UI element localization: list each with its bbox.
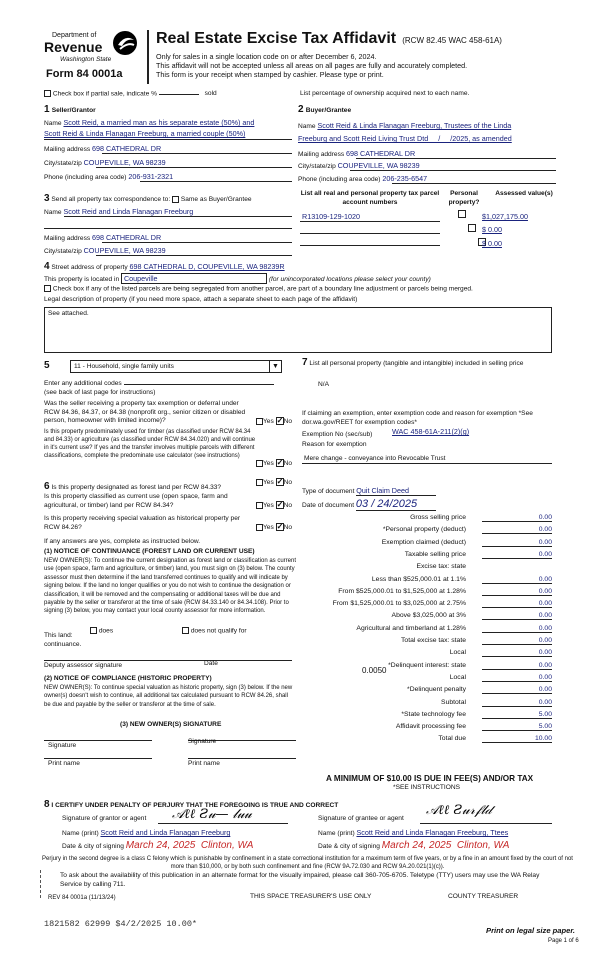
calc-label: Excise tax: state bbox=[416, 563, 466, 571]
does-label: does bbox=[98, 627, 114, 635]
parcel-value-1[interactable]: $1,027,175.00 bbox=[482, 212, 528, 221]
owner-sig-label-2: Signature bbox=[188, 738, 217, 745]
see-back-note: (see back of last page for instructions) bbox=[44, 389, 156, 396]
sec3-num: 3 bbox=[44, 193, 50, 204]
grantee-name[interactable]: Scott Reid and Linda Flanagan Freeburg, Ttees bbox=[356, 828, 509, 837]
local-rate: 0.0050 bbox=[362, 666, 387, 675]
current-yes-checkbox[interactable] bbox=[256, 502, 263, 509]
calc-label: Above $3,025,000 at 3% bbox=[391, 612, 466, 620]
grantee-signature[interactable]: 𝒜ℓℓ Ƨ𝓊𝓇𝒻𝓁𝒹 bbox=[426, 803, 492, 818]
header-sub1: Only for sales in a single location code on or after December 6, 2024. bbox=[156, 52, 377, 61]
calc-label: Affidavit processing fee bbox=[395, 723, 466, 731]
legal-description-field[interactable] bbox=[44, 307, 552, 353]
certify-text: I CERTIFY UNDER PENALTY OF PERJURY THAT THE FOREGOING IS TRUE AND CORRECT bbox=[51, 802, 339, 809]
calc-value[interactable]: 5.00 bbox=[482, 723, 552, 731]
doc-type-label: Type of document bbox=[302, 488, 355, 495]
legal-description: See attached. bbox=[48, 310, 89, 317]
deputy-date-label: Date bbox=[204, 660, 218, 667]
calc-label: *Delinquent interest: state bbox=[388, 661, 466, 669]
timber-no-checkbox[interactable]: ✓ bbox=[276, 458, 284, 467]
owner-print-label-2: Print name bbox=[188, 760, 220, 767]
calc-value[interactable]: 0.00 bbox=[482, 588, 552, 596]
revenue-swirl-icon bbox=[112, 30, 138, 56]
corr-city[interactable]: COUPEVILLE, WA 98239 bbox=[83, 246, 166, 255]
calc-row bbox=[302, 588, 552, 599]
calc-row bbox=[302, 600, 552, 611]
additional-codes-label: Enter any additional codes bbox=[44, 380, 122, 387]
current-no-checkbox[interactable]: ✓ bbox=[276, 500, 284, 509]
corr-mailing-label: Mailing address bbox=[44, 235, 91, 242]
dept-line2: Revenue bbox=[44, 39, 103, 55]
treasurer-stamp: 1821582 62999 $4/2/2025 10.00* bbox=[44, 919, 198, 929]
calc-row bbox=[302, 686, 552, 697]
notice2-text: NEW OWNER(S): To continue special valuation as historic property, sign (3) below. If the new owner(s) doesn't wish to continue, all additional tax calculated pursuant to RCW 84.26, shall be due and payable by the seller or transferor at the time of sale. bbox=[44, 685, 293, 708]
partial-sale-checkbox[interactable] bbox=[44, 90, 51, 97]
list-pct-note: List percentage of ownership acquired next to each name. bbox=[300, 90, 470, 97]
partial-sale-pct-field[interactable] bbox=[159, 94, 199, 95]
calc-row bbox=[302, 539, 552, 550]
calc-row bbox=[302, 674, 552, 685]
forest-yes-label: Yes bbox=[263, 478, 274, 486]
calc-row bbox=[302, 551, 552, 562]
sec5-num: 5 bbox=[44, 360, 50, 371]
q-current-use: Is this property classified as current use (open space, farm and agricultural, or timber) land per RCW 84.34? bbox=[44, 493, 228, 509]
buyer-name-2[interactable]: Freeburg and Scott Reid Living Trust Dtd / /2025, as amended bbox=[298, 134, 512, 143]
historic-no-checkbox[interactable]: ✓ bbox=[276, 522, 284, 531]
segregated-label: Check box if any of the listed parcels are being segregated from another parcel, are part of a boundary line adjustment or parcels being merged. bbox=[52, 285, 473, 293]
dept-line1: Department of bbox=[52, 32, 97, 39]
does-not-label: does not qualify for bbox=[190, 627, 247, 635]
sec1-heading: Seller/Grantor bbox=[51, 107, 96, 114]
exemption-no-checkbox[interactable]: ✓ bbox=[276, 416, 284, 425]
q-exemption: Was the seller receiving a property tax exemption or deferral under RCW 84.36, 84.37, or 84.38 (nonprofit org., senior citizen or disabled person, homeowner with limited income)? bbox=[44, 400, 246, 424]
calc-value[interactable]: 0.00 bbox=[482, 551, 552, 559]
grantee-date-city[interactable]: March 24, 2025 Clinton, WA bbox=[381, 840, 510, 851]
perjury-notice: Perjury in the second degree is a class C felony which is punishable by confinement in a state correctional institution for a maximum term of five years, or by a fine in an amount fixed by the court of not more than $10,000, or by both such confinement and fine (RCW 9A.72.030 and RCW 9A.20.021(1)(c)). bbox=[42, 856, 573, 870]
calc-label: *Personal property (deduct) bbox=[382, 526, 466, 534]
seller-mailing[interactable]: 698 CATHEDRAL DR bbox=[92, 144, 162, 153]
calc-label: Gross selling price bbox=[410, 514, 466, 521]
timber-yes-label: Yes bbox=[263, 459, 274, 467]
partial-sale-label: Check box if partial sale, indicate % bbox=[52, 90, 157, 98]
buyer-phone-label: Phone (including area code) bbox=[298, 176, 381, 183]
partial-sale-sold: sold bbox=[204, 90, 217, 98]
if-any-yes: If any answers are yes, complete as instructed below. bbox=[44, 538, 201, 545]
reason-label: Reason for exemption bbox=[302, 441, 367, 448]
personal-property-list[interactable]: N/A bbox=[318, 381, 329, 388]
doc-type-value[interactable]: Quit Claim Deed bbox=[356, 486, 436, 496]
location-select[interactable] bbox=[121, 273, 267, 284]
grantor-date-city[interactable]: March 24, 2025 Clinton, WA bbox=[125, 840, 254, 851]
calc-label: Taxable selling price bbox=[404, 550, 466, 558]
calc-row bbox=[302, 662, 552, 673]
does-checkbox[interactable] bbox=[90, 627, 97, 634]
parcel-col-acct: List all real and personal property tax parcel account numbers bbox=[300, 190, 440, 206]
calc-value[interactable]: 0.00 bbox=[482, 625, 552, 633]
timber-no-label: No bbox=[283, 459, 293, 467]
forest-no-checkbox[interactable]: ✓ bbox=[276, 477, 284, 486]
deputy-sig-label: Deputy assessor signature bbox=[44, 662, 123, 669]
calc-value[interactable]: 0.00 bbox=[482, 674, 552, 682]
dropdown-arrow-icon: ▼ bbox=[269, 361, 281, 372]
seller-name-label: Name bbox=[44, 120, 62, 127]
segregated-checkbox[interactable] bbox=[44, 285, 51, 292]
located-label: This property is located in bbox=[44, 276, 120, 283]
alt-format-notice: To ask about the availability of this publication in an alternate format for the visually impaired, please call 360-705-6705. Teletype (TTY) users may use the WA Relay Service by calling 711. bbox=[60, 872, 540, 888]
calc-row bbox=[302, 563, 552, 574]
calc-label: Less than $525,000.01 at 1.1% bbox=[371, 575, 466, 583]
header-sub3: This form is your receipt when stamped by cashier. Please type or print. bbox=[156, 70, 384, 79]
buyer-mailing-label: Mailing address bbox=[298, 151, 345, 158]
same-as-buyer-checkbox[interactable] bbox=[172, 196, 179, 203]
calc-row bbox=[302, 526, 552, 537]
parcel-acct-1[interactable]: R13109-129-1020 bbox=[302, 212, 360, 221]
location-value: Coupeville bbox=[123, 274, 158, 283]
notice1-title: (1) NOTICE OF CONTINUANCE (FOREST LAND OR CURRENT USE) bbox=[44, 548, 255, 555]
seller-phone[interactable]: 206-931-2321 bbox=[128, 172, 174, 181]
grantor-sig-label: Signature of grantor or agent bbox=[62, 815, 147, 822]
calc-row bbox=[302, 723, 552, 734]
calc-label: From $1,525,000.01 to $3,025,000 at 2.75% bbox=[332, 600, 466, 608]
seller-name-2[interactable]: Scott Reid & Linda Flanagan Freeburg, a married couple (50%) bbox=[44, 129, 246, 138]
legal-paper-note: Print on legal size paper. bbox=[486, 926, 576, 935]
corr-name-label: Name bbox=[44, 209, 62, 216]
doc-date-value[interactable]: 03 / 24/2025 bbox=[356, 498, 436, 511]
calc-row bbox=[302, 735, 552, 746]
calc-value[interactable]: 0.00 bbox=[482, 637, 552, 645]
form-title: Real Estate Excise Tax Affidavit bbox=[156, 30, 397, 47]
sec3-heading: Send all property tax correspondence to: bbox=[51, 196, 171, 203]
buyer-name-label: Name bbox=[298, 123, 316, 130]
sec7-heading: List all personal property (tangible and intangible) included in selling price bbox=[309, 360, 524, 367]
buyer-phone[interactable]: 206-235-6547 bbox=[382, 174, 428, 183]
buyer-city[interactable]: COUPEVILLE, WA 98239 bbox=[337, 161, 420, 170]
sec7-num: 7 bbox=[302, 357, 308, 368]
personal-property-checkbox-2[interactable] bbox=[468, 224, 476, 232]
calc-label: *State technology fee bbox=[401, 710, 466, 718]
grantor-signature[interactable]: 𝒜ℓℓ Ƨ𝓊— 𝓁𝓊𝓊 bbox=[172, 807, 252, 822]
calc-row bbox=[302, 514, 552, 525]
minimum-note: A MINIMUM OF $10.00 IS DUE IN FEE(S) AND/OR TAX bbox=[326, 774, 534, 783]
page-number: Page 1 of 6 bbox=[548, 938, 579, 944]
sec8-num: 8 bbox=[44, 799, 50, 810]
calc-value[interactable]: 0.00 bbox=[482, 662, 552, 670]
calc-row bbox=[302, 576, 552, 587]
this-land-label: This land: bbox=[44, 632, 73, 639]
header-sub2: This affidavit will not be accepted unless all areas on all pages are fully and accurately completed. bbox=[156, 61, 468, 70]
calc-row bbox=[302, 711, 552, 722]
sec2-num: 2 bbox=[298, 104, 304, 115]
seller-phone-label: Phone (including area code) bbox=[44, 174, 127, 181]
corr-city-label: City/state/zip bbox=[44, 248, 82, 255]
calc-value[interactable]: 0.00 bbox=[482, 514, 552, 522]
grantee-name-label: Name (print) bbox=[318, 830, 355, 837]
sec4-num: 4 bbox=[44, 261, 50, 272]
treasurer-use: THIS SPACE TREASURER'S USE ONLY bbox=[250, 893, 372, 900]
exemption-no-label: No bbox=[283, 417, 293, 425]
unincorporated-note: (for unincorporated locations please select your county) bbox=[268, 276, 431, 283]
calc-value[interactable]: 0.00 bbox=[482, 539, 552, 547]
calc-value[interactable]: 0.00 bbox=[482, 526, 552, 534]
calc-label: Agricultural and timberland at 1.28% bbox=[356, 624, 466, 632]
exemption-yes-label: Yes bbox=[263, 417, 274, 425]
forest-no-label: No bbox=[283, 478, 293, 486]
calc-value[interactable]: 0.00 bbox=[482, 612, 552, 620]
grantee-sig-label: Signature of grantee or agent bbox=[318, 815, 404, 822]
historic-yes-label: Yes bbox=[263, 523, 274, 531]
calc-row bbox=[302, 699, 552, 710]
calc-value[interactable]: 0.00 bbox=[482, 576, 552, 584]
corr-name[interactable]: Scott Reid and Linda Flanagan Freeburg bbox=[63, 207, 194, 216]
rev-number: REV 84 0001a (11/13/24) bbox=[48, 895, 116, 901]
street-address[interactable]: 698 CATHEDRAL D, COUPEVILLE, WA 98239R bbox=[129, 262, 285, 271]
claim-exemption-text: If claiming an exemption, enter exemption code and reason for exemption *See dor.wa.gov/REET for exemption codes* bbox=[302, 410, 533, 426]
seller-city-label: City/state/zip bbox=[44, 160, 82, 167]
seller-city[interactable]: COUPEVILLE, WA 98239 bbox=[83, 158, 166, 167]
seller-mailing-label: Mailing address bbox=[44, 146, 91, 153]
calc-row bbox=[302, 637, 552, 648]
continuance-label: continuance. bbox=[44, 641, 82, 648]
sec1-num: 1 bbox=[44, 104, 50, 115]
owner-sig-label-1: Signature bbox=[48, 742, 77, 749]
notice2-title: (2) NOTICE OF COMPLIANCE (HISTORIC PROPERTY) bbox=[44, 675, 212, 682]
street-label: Street address of property bbox=[51, 264, 128, 271]
does-not-checkbox[interactable] bbox=[182, 627, 189, 634]
buyer-name-1[interactable]: Scott Reid & Linda Flanagan Freeburg, Trustees of the Linda bbox=[317, 121, 512, 130]
calc-label: Local bbox=[449, 649, 466, 657]
same-as-buyer-label: Same as Buyer/Grantee bbox=[180, 196, 252, 203]
see-instructions: *SEE INSTRUCTIONS bbox=[393, 784, 461, 791]
q-timber: Is this property predominately used for timber (as classified under RCW 84.34 and 84.33) or agriculture (as classified under RCW 84.34.020) and will continue in it's current use? If yes and the transfer involves multiple parcels with different classifications, complete the predominate use calculator (see instructions) bbox=[44, 429, 256, 459]
dept-line3: Washington State bbox=[60, 56, 112, 63]
form-number: Form 84 0001a bbox=[46, 68, 123, 80]
current-no-label: No bbox=[283, 501, 293, 509]
corr-mailing[interactable]: 698 CATHEDRAL DR bbox=[92, 233, 162, 242]
reason-value[interactable]: Mere change - conveyance into Revocable Trust bbox=[304, 455, 446, 462]
parcel-col-personal: Personal property? bbox=[448, 190, 480, 206]
grantor-name[interactable]: Scott Reid and Linda Flanagan Freeburg bbox=[100, 828, 231, 837]
calc-row bbox=[302, 625, 552, 636]
owner-print-label-1: Print name bbox=[48, 760, 80, 767]
timber-yes-checkbox[interactable] bbox=[256, 460, 263, 467]
buyer-city-label: City/state/zip bbox=[298, 163, 336, 170]
calc-value[interactable]: 0.00 bbox=[482, 686, 552, 694]
calc-value[interactable]: 0.00 bbox=[482, 600, 552, 608]
current-yes-label: Yes bbox=[263, 501, 274, 509]
dor-logo bbox=[42, 30, 142, 84]
buyer-mailing[interactable]: 698 CATHEDRAL DR bbox=[346, 149, 416, 158]
county-treasurer: COUNTY TREASURER bbox=[448, 893, 519, 900]
calc-row bbox=[302, 649, 552, 660]
exemption-no-value[interactable]: WAC 458-61A-211(2)(g) bbox=[392, 427, 470, 436]
exemption-yes-checkbox[interactable] bbox=[256, 418, 263, 425]
grantor-date-city-label: Date & city of signing bbox=[62, 843, 124, 850]
seller-name-1[interactable]: Scott Reid, a married man as his separate estate (50%) and bbox=[63, 118, 255, 127]
additional-codes-field[interactable] bbox=[124, 384, 274, 385]
parcel-col-value: Assessed value(s) bbox=[495, 190, 553, 197]
calc-value[interactable]: 5.00 bbox=[482, 711, 552, 719]
forest-yes-checkbox[interactable] bbox=[256, 479, 263, 486]
calc-label: Subtotal bbox=[441, 698, 466, 706]
grantee-date-city-label: Date & city of signing bbox=[318, 843, 380, 850]
calc-label: Total due bbox=[438, 735, 466, 743]
use-code-select[interactable] bbox=[70, 360, 282, 373]
use-code-value: 11 - Household, single family units bbox=[74, 363, 174, 370]
form-rcw: (RCW 82.45 WAC 458-61A) bbox=[402, 36, 502, 45]
calc-label: Local bbox=[449, 673, 466, 681]
calc-label: Exemption claimed (deduct) bbox=[381, 538, 466, 546]
doc-date-label: Date of document bbox=[302, 502, 355, 509]
historic-yes-checkbox[interactable] bbox=[256, 524, 263, 531]
sec6-num: 6 bbox=[44, 481, 50, 492]
parcel-value-3[interactable]: $ 0.00 bbox=[482, 239, 502, 248]
sec2-heading: Buyer/Grantee bbox=[305, 107, 352, 114]
calc-label: *Delinquent penalty bbox=[407, 686, 466, 694]
calc-value[interactable]: 0.00 bbox=[482, 699, 552, 707]
calc-label: Total excise tax: state bbox=[401, 637, 466, 644]
grantor-name-label: Name (print) bbox=[62, 830, 99, 837]
personal-property-checkbox-1[interactable] bbox=[458, 210, 466, 218]
historic-no-label: No bbox=[283, 523, 293, 531]
notice1-text: NEW OWNER(S): To continue the current designation as forest land or classification as current use (open space, farm and agriculture, or timber) land, you must sign on (3) below. The county assessor must then determine if the land transferred continues to qualify and will indicate by signing below. If the land no longer qualifies or you do not wish to continue the designation or classification, it will be removed and the compensating or additional taxes will be due and payable by the seller or transferor at the time of sale (RCW 84.33.140 or 84.34.108). Prior to signing (3) below, you may contact your local county assessor for more information. bbox=[44, 558, 296, 615]
calc-value[interactable]: 10.00 bbox=[482, 735, 552, 743]
calc-row bbox=[302, 612, 552, 623]
q-historic: Is this property receiving special valuation as historical property per RCW 84.26? bbox=[44, 515, 241, 531]
new-owner-sig-heading: (3) NEW OWNER(S) SIGNATURE bbox=[120, 721, 222, 728]
exemption-no-label: Exemption No (sec/sub) bbox=[302, 431, 373, 438]
parcel-value-2[interactable]: $ 0.00 bbox=[482, 225, 502, 234]
calc-label: From $525,000.01 to $1,525,000 at 1.28% bbox=[338, 587, 466, 595]
calc-value[interactable]: 0.00 bbox=[482, 649, 552, 657]
q-forest: Is this property designated as forest land per RCW 84.33? bbox=[51, 484, 222, 491]
legal-label: Legal description of property (if you need more space, attach a separate sheet to each page of the affidavit) bbox=[44, 296, 358, 303]
